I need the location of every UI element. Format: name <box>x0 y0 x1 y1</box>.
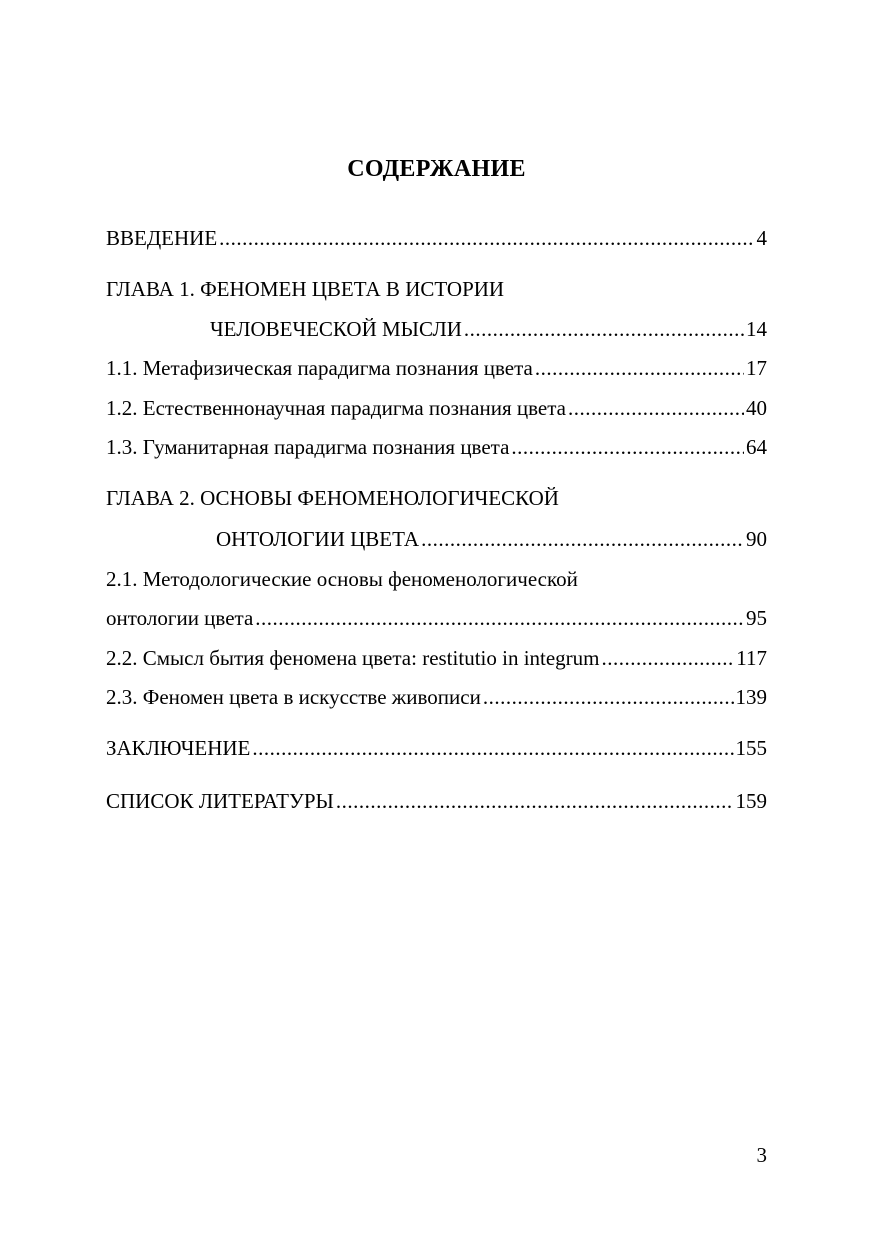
toc-entry-label: 1.1. Метафизическая парадигма познания цвета <box>106 356 533 380</box>
toc-entry-label: ВВЕДЕНИЕ <box>106 226 218 250</box>
dot-leader <box>421 526 744 552</box>
toc-entry-label: ОНТОЛОГИИ ЦВЕТА <box>216 527 420 551</box>
toc-entry-page: 155 <box>735 736 767 760</box>
dot-leader <box>336 788 734 814</box>
toc-entry-label: 2.3. Феномен цвета в искусстве живописи <box>106 685 481 709</box>
toc-entry-chapter-2 <box>216 526 767 552</box>
toc-entry-page: 95 <box>746 606 767 630</box>
toc-entry-label: 1.3. Гуманитарная парадигма познания цвета <box>106 435 510 459</box>
toc-entry-section-2-1 <box>106 605 767 631</box>
dot-leader <box>219 225 754 251</box>
toc-entry-section-1-2 <box>106 395 767 421</box>
dot-leader <box>535 355 744 381</box>
toc-chapter-1-heading: ГЛАВА 1. ФЕНОМЕН ЦВЕТА В ИСТОРИИ <box>106 277 505 301</box>
toc-entry-page: 139 <box>735 685 767 709</box>
toc-entry-page: 17 <box>746 356 767 380</box>
toc-entry-section-1-1 <box>106 355 767 381</box>
toc-entry-label: 1.2. Естественнонаучная парадигма познания цвета <box>106 396 566 420</box>
dot-leader <box>483 684 734 710</box>
toc-entry-conclusion <box>106 735 767 761</box>
toc-entry-page: 14 <box>746 317 767 341</box>
toc-entry-label: ЗАКЛЮЧЕНИЕ <box>106 736 251 760</box>
page-title: СОДЕРЖАНИЕ <box>347 156 526 182</box>
toc-entry-bibliography <box>106 788 767 814</box>
toc-chapter-2-heading: ГЛАВА 2. ОСНОВЫ ФЕНОМЕНОЛОГИЧЕСКОЙ <box>106 486 559 510</box>
toc-entry-page: 159 <box>735 789 767 813</box>
dot-leader <box>252 735 733 761</box>
toc-entry-section-2-2 <box>106 645 767 671</box>
toc-entry-page: 64 <box>746 435 767 459</box>
toc-entry-page: 40 <box>746 396 767 420</box>
toc-entry-page: 4 <box>756 226 767 250</box>
toc-entry-page: 117 <box>736 646 767 670</box>
dot-leader <box>602 645 735 671</box>
toc-entry-label: СПИСОК ЛИТЕРАТУРЫ <box>106 789 334 813</box>
toc-entry-section-1-3 <box>106 434 767 460</box>
toc-entry-introduction <box>106 225 767 251</box>
dot-leader <box>255 605 744 631</box>
dot-leader <box>511 434 744 460</box>
dot-leader <box>568 395 744 421</box>
toc-entry-page: 90 <box>746 527 767 551</box>
toc-entry-label: онтологии цвета <box>106 606 254 630</box>
dot-leader <box>464 316 744 342</box>
page-number: 3 <box>756 1143 767 1167</box>
toc-entry-label: 2.2. Смысл бытия феномена цвета: restitutio in integrum <box>106 646 600 670</box>
toc-section-2-1-heading: 2.1. Методологические основы феноменологической <box>106 567 578 591</box>
toc-entry-section-2-3 <box>106 684 767 710</box>
toc-entry-chapter-1 <box>210 316 767 342</box>
toc-entry-label: ЧЕЛОВЕЧЕСКОЙ МЫСЛИ <box>210 317 462 341</box>
